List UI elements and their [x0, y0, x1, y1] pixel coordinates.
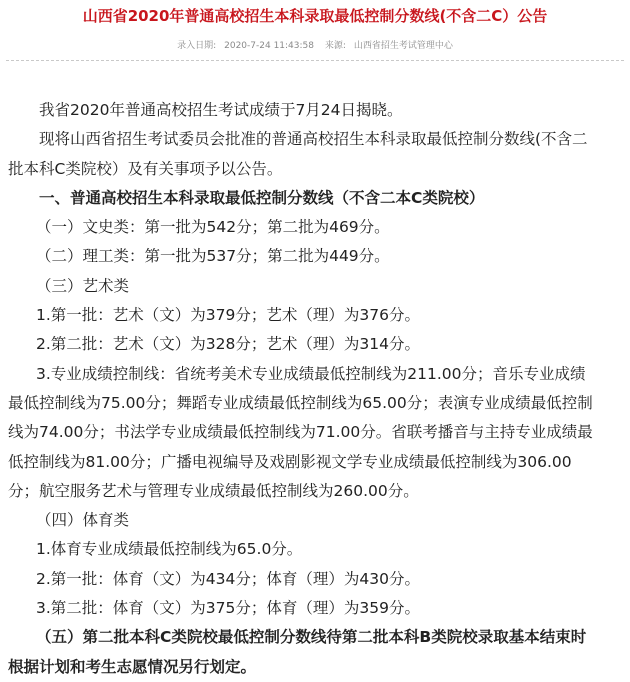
list-item: （一）文史类：第一批为542分；第二批为469分。 — [36, 218, 390, 237]
date-value: 2020-7-24 11:43:58 — [224, 41, 314, 51]
list-item: 1.体育专业成绩最低控制线为65.0分。 — [36, 540, 303, 559]
list-item: （三）艺术类 — [36, 276, 130, 295]
source-label: 来源: — [324, 41, 346, 51]
article-body — [8, 96, 626, 675]
list-item: 3.专业成绩控制线：省统考美术专业成绩最低控制线为211.00分；音乐专业成绩 — [36, 364, 586, 383]
list-item: （二）理工类：第一批为537分；第二批为449分。 — [36, 247, 390, 266]
list-item: 2.第一批：体育（文）为434分；体育（理）为430分。 — [36, 569, 420, 588]
date-label: 录入日期: — [177, 41, 217, 51]
article-meta — [0, 38, 630, 51]
paragraph: 我省2020年普通高校招生考试成绩于7月24日揭晓。 — [39, 101, 403, 119]
source-value: 山西省招生考试管理中心 — [353, 41, 453, 51]
list-item: 2.第二批：艺术（文）为328分；艺术（理）为314分。 — [36, 335, 420, 354]
header-divider — [6, 60, 624, 61]
list-item: 3.第二批：体育（文）为375分；体育（理）为359分。 — [36, 599, 420, 618]
paragraph-continuation: 分；航空服务艺术与管理专业成绩最低控制线为260.00分。 — [8, 481, 419, 500]
paragraph-continuation: 批本科C类院校）及有关事项予以公告。 — [8, 159, 283, 178]
paragraph-continuation: 根据计划和考生志愿情况另行划定。 — [8, 657, 257, 675]
section-heading: （五）第二批本科C类院校最低控制分数线待第二批本科B类院校录取基本结束时 — [36, 628, 587, 647]
list-item: （四）体育类 — [36, 511, 130, 530]
paragraph: 现将山西省招生考试委员会批准的普通高校招生本科录取最低控制分数线(不含二 — [39, 130, 588, 149]
paragraph-continuation: 最低控制线为75.00分；舞蹈专业成绩最低控制线为65.00分；表演专业成绩最低控制 — [8, 393, 593, 412]
paragraph-continuation: 线为74.00分；书法学专业成绩最低控制线为71.00分。省联考播音与主持专业成绩最 — [8, 423, 593, 442]
page-title: 山西省2020年普通高校招生本科录取最低控制分数线(不含二C）公告 — [82, 7, 548, 25]
paragraph-continuation: 低控制线为81.00分；广播电视编导及戏剧影视文学专业成绩最低控制线为306.00 — [8, 452, 572, 471]
section-heading: 一、普通高校招生本科录取最低控制分数线（不含二本C类院校） — [39, 188, 485, 207]
list-item: 1.第一批：艺术（文）为379分；艺术（理）为376分。 — [36, 306, 420, 325]
